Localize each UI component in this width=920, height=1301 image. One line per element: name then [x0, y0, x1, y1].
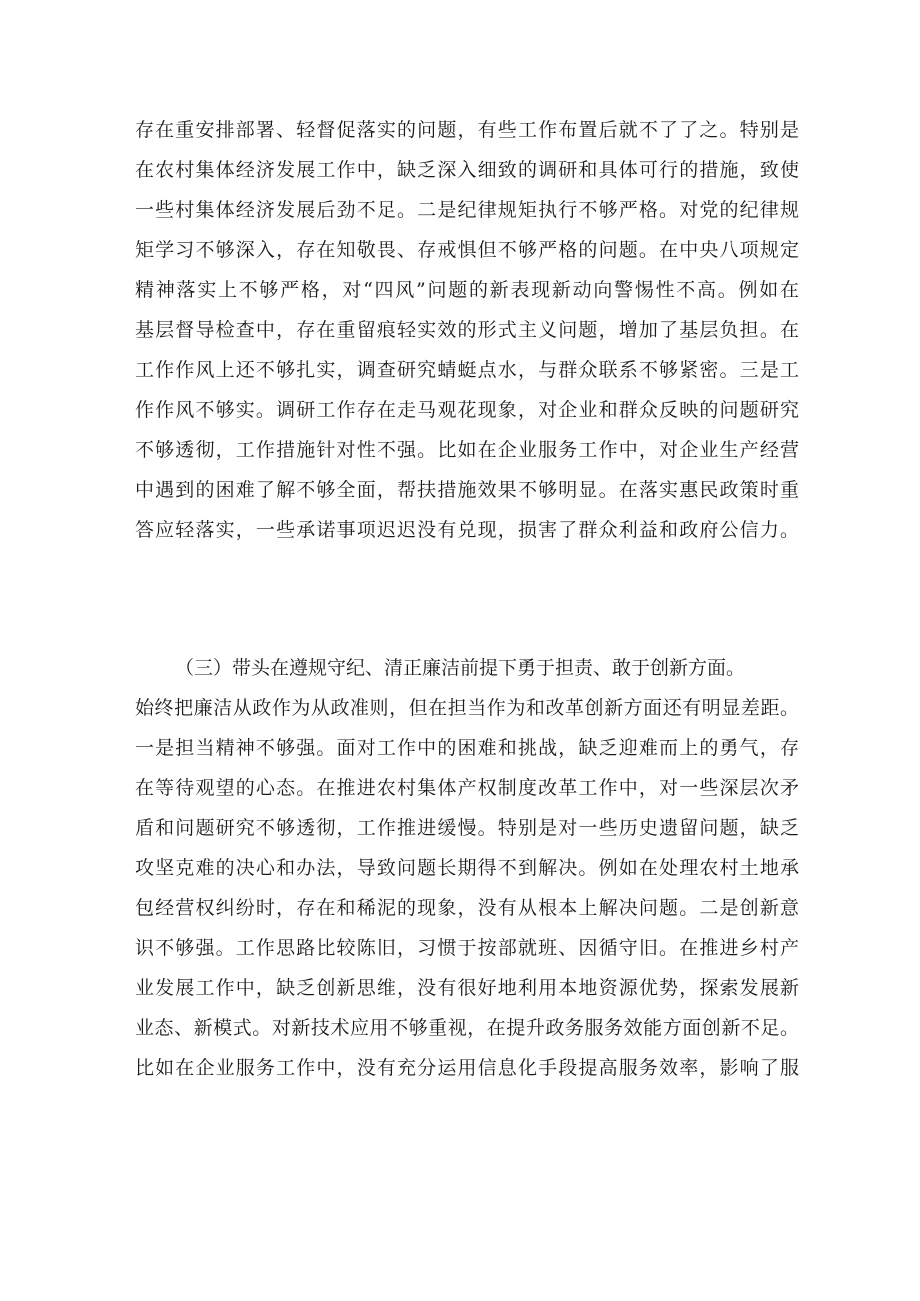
text-line: 精神落实上不够严格，对“四风”问题的新表现新动向警惕性不高。例如在 — [135, 279, 799, 301]
text-line: 工作作风上还不够扎实，调查研究蜻蜓点水，与群众联系不够紧密。三是工 — [135, 359, 799, 381]
text-line: 攻坚克难的决心和办法，导致问题长期得不到解决。例如在处理农村土地承 — [135, 857, 799, 879]
text-line: 在等待观望的心态。在推进农村集体产权制度改革工作中，对一些深层次矛 — [135, 777, 799, 799]
text-line: 业发展工作中，缺乏创新思维，没有很好地利用本地资源优势，探索发展新 — [135, 977, 799, 999]
text-line: 不够透彻，工作措施针对性不强。比如在企业服务工作中，对企业生产经营 — [135, 439, 799, 461]
text-line: 矩学习不够深入，存在知敬畏、存戒惧但不够严格的问题。在中央八项规定 — [135, 239, 799, 261]
text-line: 中遇到的困难了解不够全面，帮扶措施效果不够明显。在落实惠民政策时重 — [135, 479, 799, 501]
text-line: 作作风不够实。调研工作存在走马观花现象，对企业和群众反映的问题研究 — [135, 399, 799, 421]
text-line: 存在重安排部署、轻督促落实的问题，有些工作布置后就不了了之。特别是 — [135, 119, 799, 141]
text-line: 识不够强。工作思路比较陈旧，习惯于按部就班、因循守旧。在推进乡村产 — [135, 937, 799, 959]
text-line: 包经营权纠纷时，存在和稀泥的现象，没有从根本上解决问题。二是创新意 — [135, 897, 799, 919]
paragraph-section-three — [135, 648, 799, 1088]
text-line: 业态、新模式。对新技术应用不够重视，在提升政务服务效能方面创新不足。 — [135, 1017, 799, 1039]
text-line: 一些村集体经济发展后劲不足。二是纪律规矩执行不够严格。对党的纪律规 — [135, 199, 799, 221]
text-line: 在农村集体经济发展工作中，缺乏深入细致的调研和具体可行的措施，致使 — [135, 159, 799, 181]
text-line: 比如在企业服务工作中，没有充分运用信息化手段提高服务效率，影响了服 — [135, 1057, 799, 1079]
text-line: 始终把廉洁从政作为从政准则，但在担当作为和改革创新方面还有明显差距。 — [135, 697, 799, 719]
paragraph-work-style — [135, 110, 799, 550]
text-line: 盾和问题研究不够透彻，工作推进缓慢。特别是对一些历史遗留问题，缺乏 — [135, 817, 799, 839]
text-line: 一是担当精神不够强。面对工作中的困难和挑战，缺乏迎难而上的勇气，存 — [135, 737, 799, 759]
text-line: 基层督导检查中，存在重留痕轻实效的形式主义问题，增加了基层负担。在 — [135, 319, 799, 341]
section-heading: （三）带头在遵规守纪、清正廉洁前提下勇于担责、敢于创新方面。 — [175, 657, 746, 679]
text-line: 答应轻落实，一些承诺事项迟迟没有兑现，损害了群众利益和政府公信力。 — [135, 519, 799, 541]
